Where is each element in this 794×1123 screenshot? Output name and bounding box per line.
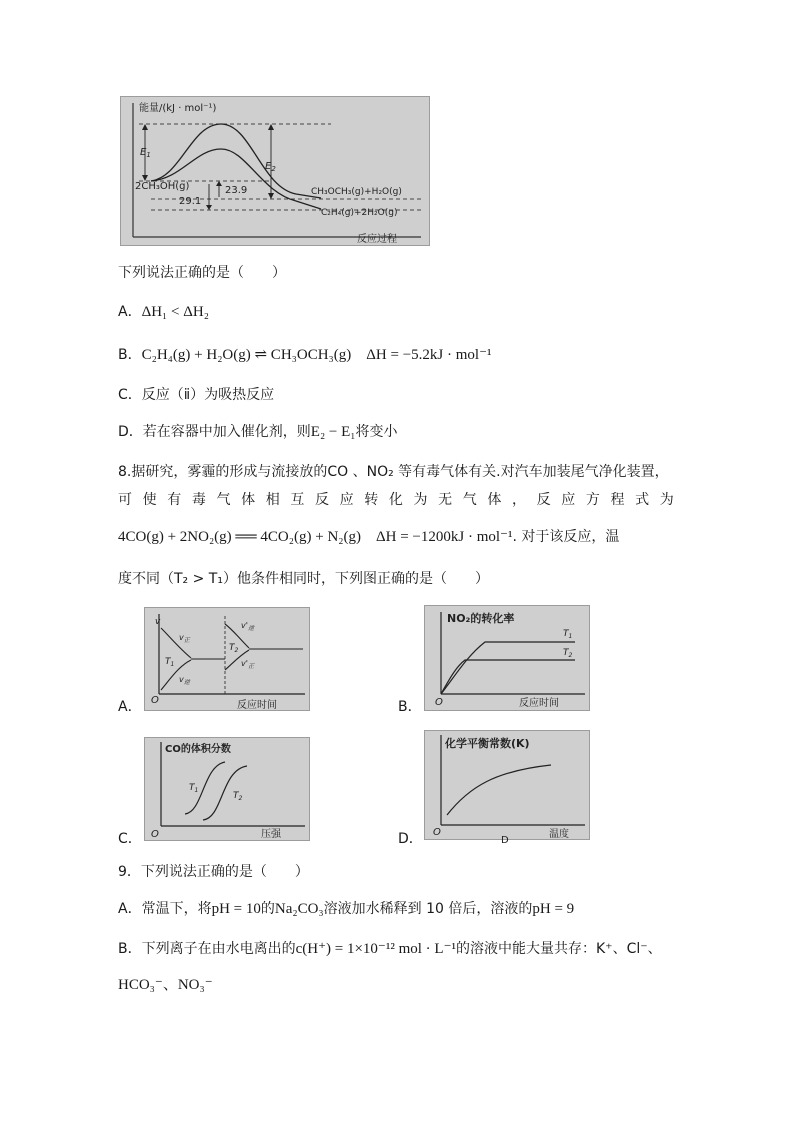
q8-opt-a-label[interactable]: A．	[118, 699, 142, 715]
energy-ylabel: 能量/(kJ · mol⁻¹)	[139, 103, 217, 114]
graph-b-title: NO₂的转化率	[447, 612, 515, 625]
q7-option-d[interactable]	[118, 421, 398, 441]
graph-d-curve	[447, 765, 551, 815]
graph-c[interactable]	[144, 737, 310, 841]
graph-d-svg	[425, 731, 589, 846]
graph-b-origin: O	[435, 697, 443, 708]
q9-a-label: A．	[118, 901, 142, 917]
q9-a-pre: 常温下，将	[141, 901, 212, 917]
graph-a-v-fwd: $v_正$	[179, 633, 190, 644]
q9-a-ph2: pH = 9	[532, 901, 575, 917]
graph-a-v-fwd2: $v'_正$	[241, 659, 254, 670]
graph-b-t2: $T_2$	[563, 648, 573, 659]
q8-opt-c-label[interactable]: C．	[118, 831, 142, 847]
graph-b-t1: $T_1$	[563, 629, 573, 640]
graph-b[interactable]	[424, 605, 590, 711]
q7-d-pre: 若在容器中加入催化剂，则	[142, 424, 311, 440]
graph-d-xaxis: 温度	[549, 829, 569, 840]
q7-b-text: C₂H₄(g) + H₂O(g) ⇌ CH₃OCH₃(g) ΔH = −5.2kJ · mol⁻¹	[141, 347, 492, 363]
graph-d[interactable]	[424, 730, 590, 846]
graph-d-bottom-letter: D	[501, 835, 509, 846]
energy-product2: C₂H₄(g)+2H₂O(g)	[321, 208, 398, 218]
graph-b-svg	[425, 606, 589, 710]
energy-diagram	[120, 96, 430, 246]
q9-a-salt: Na₂CO₃	[274, 901, 324, 917]
energy-e2: $E_2$	[265, 161, 276, 173]
energy-val1: 23.9	[225, 185, 248, 196]
q8-line4: 度不同（T₂ > T₁）他条件相同时，下列图正确的是（ ）	[118, 571, 489, 587]
graph-a[interactable]	[144, 607, 310, 711]
graph-b-curve-t1	[441, 642, 575, 694]
graph-c-title: CO的体积分数	[165, 744, 231, 755]
q9-option-b[interactable]	[118, 938, 662, 958]
q7-b-label: B．	[118, 347, 142, 363]
q7-option-b[interactable]	[118, 343, 492, 364]
q9-a-mid1: 的	[260, 901, 275, 917]
q9-b-pre: 下列离子在由水电离出的	[141, 941, 296, 957]
energy-curve-low	[151, 149, 321, 209]
graph-a-xaxis: 反应时间	[237, 700, 277, 711]
graph-d-origin: O	[433, 827, 441, 838]
energy-product1: CH₃OCH₃(g)+H₂O(g)	[311, 187, 402, 197]
graph-c-curve-t2	[203, 766, 247, 820]
q9-b-line2: HCO₃⁻、NO₃⁻	[118, 977, 213, 993]
q9-b-post: 的溶液中能大量共存：K⁺、Cl⁻、	[456, 941, 662, 957]
graph-a-t1: $T_1$	[165, 657, 175, 668]
graph-b-curve-t2	[441, 660, 575, 694]
q7-c-text: 反应（ⅱ）为吸热反应	[141, 387, 275, 403]
q8-line1: 8.据研究，雾霾的形成与流接放的CO 、NO₂ 等有毒气体有关.对汽车加装尾气净化装置，	[118, 464, 669, 480]
q9-b-label: B．	[118, 941, 142, 957]
graph-c-t1: $T_1$	[189, 783, 199, 794]
energy-e1: $E_1$	[140, 147, 151, 159]
q7-d-label: D．	[118, 424, 143, 440]
graph-a-v-rev2: $v'_逆$	[241, 621, 254, 632]
q8-line2: 可 使 有 毒 气 体 相 互 反 应 转 化 为 无 气 体 ， 反 应 方 程 式 为	[118, 492, 674, 508]
q8-opt-d-label[interactable]: D．	[398, 831, 423, 847]
graph-b-xaxis: 反应时间	[519, 698, 559, 709]
q8-line3-tail: . 对于该反应，温	[512, 529, 620, 545]
energy-val2: 29.1	[179, 196, 202, 207]
graph-a-svg	[145, 608, 309, 710]
q8-equation: 4CO(g) + 2NO₂(g) ══ 4CO₂(g) + N₂(g) ΔH = −1200kJ · mol⁻¹	[118, 529, 513, 545]
q8-opt-b-label[interactable]: B．	[398, 699, 422, 715]
q9-stem: 9．下列说法正确的是（ ）	[118, 864, 309, 880]
graph-a-v-rev: $v_逆$	[179, 675, 190, 686]
energy-reactant: 2CH₃OH(g)	[135, 181, 190, 192]
graph-a-yaxis: v	[155, 617, 161, 627]
q7-option-a[interactable]	[118, 301, 209, 321]
energy-diagram-svg	[121, 97, 429, 245]
q7-a-text: ΔH₁ < ΔH₂	[141, 304, 209, 320]
graph-d-title: 化学平衡常数(K)	[445, 737, 530, 750]
graph-c-t2: $T_2$	[233, 791, 243, 802]
q9-a-mid2: 溶液加水稀释到 10 倍后，溶液的	[323, 901, 533, 917]
graph-a-t2: $T_2$	[229, 643, 239, 654]
q7-option-c[interactable]	[118, 384, 274, 404]
q7-d-post: 将变小	[355, 424, 398, 440]
q8-line3	[118, 525, 619, 546]
graph-c-svg	[145, 738, 309, 840]
graph-c-xaxis: 压强	[261, 829, 281, 840]
graph-a-origin: O	[151, 695, 159, 706]
q7-stem: 下列说法正确的是（ ）	[118, 265, 286, 281]
q9-b-conc: c(H⁺) = 1×10⁻¹² mol · L⁻¹	[295, 941, 456, 957]
q9-option-a[interactable]	[118, 898, 574, 918]
q7-a-label: A．	[118, 304, 142, 320]
energy-xlabel: 反应过程	[357, 234, 397, 245]
graph-c-origin: O	[151, 829, 159, 840]
q7-c-label: C．	[118, 387, 142, 403]
q9-a-ph1: pH = 10	[211, 901, 261, 917]
q7-d-math: E₂ − E₁	[310, 424, 356, 440]
